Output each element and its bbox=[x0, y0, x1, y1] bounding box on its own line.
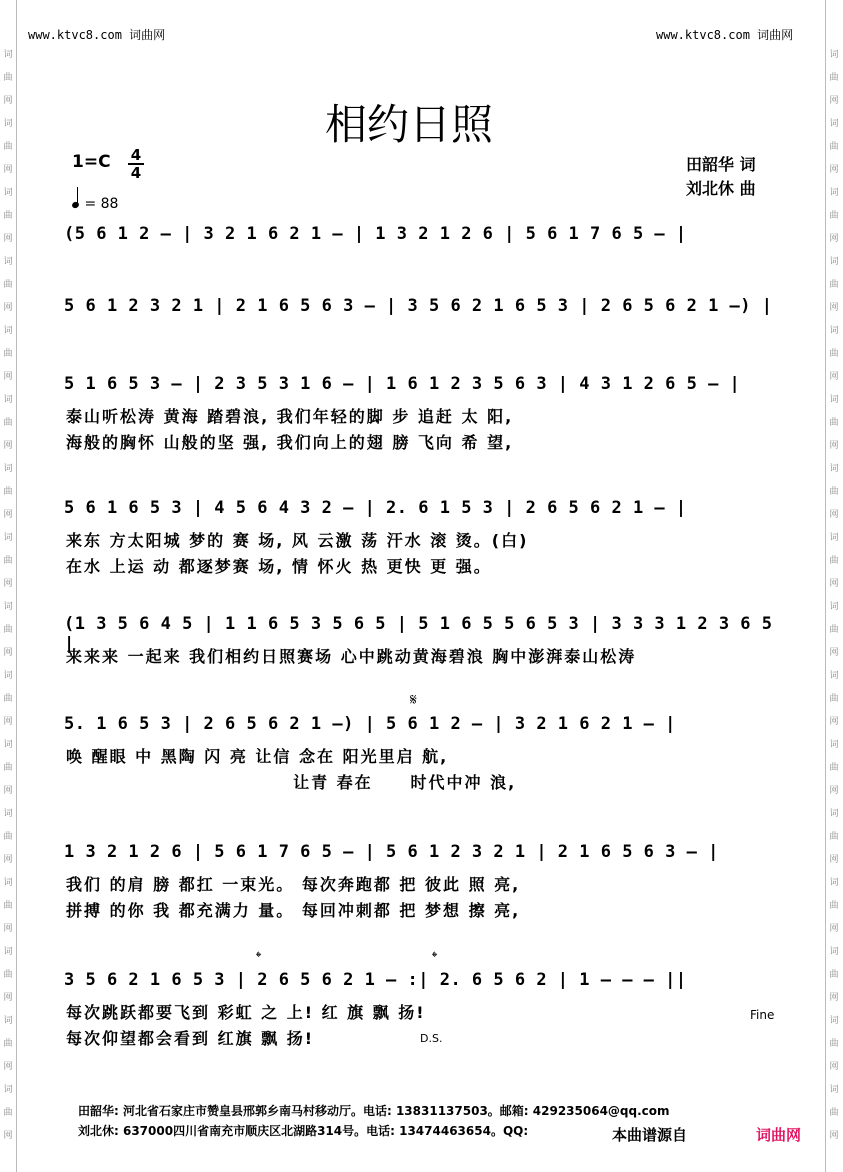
coda-mark-1: 𝄌 bbox=[256, 948, 262, 966]
side-watermark-glyph: 曲 bbox=[3, 763, 13, 773]
side-watermark-glyph: 网 bbox=[829, 924, 839, 934]
side-watermark-glyph: 曲 bbox=[3, 142, 13, 152]
tempo-marking: = 88 bbox=[72, 192, 118, 212]
side-watermark-glyph: 曲 bbox=[3, 970, 13, 980]
side-watermark-glyph: 曲 bbox=[829, 211, 839, 221]
coda-mark-2: 𝄌 bbox=[432, 948, 438, 966]
side-watermark-glyph: 曲 bbox=[829, 142, 839, 152]
side-watermark-glyph: 网 bbox=[829, 1062, 839, 1072]
side-watermark-glyph: 曲 bbox=[3, 625, 13, 635]
side-watermark-glyph: 词 bbox=[829, 119, 839, 129]
quarter-note-icon bbox=[71, 201, 80, 209]
side-watermark-glyph: 曲 bbox=[829, 280, 839, 290]
side-watermark-glyph: 网 bbox=[3, 579, 13, 589]
side-watermark-glyph: 词 bbox=[829, 326, 839, 336]
side-watermark-glyph: 网 bbox=[3, 1062, 13, 1072]
side-watermark-glyph: 网 bbox=[829, 855, 839, 865]
notation-row-4: 5 6 1 6 5 3 | 4 5 6 4 3 2 – | 2. 6 1 5 3 | 2 6 5 6 2 1 – | bbox=[64, 498, 687, 518]
lyrics-row-8-verse-1: 每次跳跃都要飞到 彩虹 之 上! 红 旗 飘 扬! bbox=[66, 1003, 426, 1022]
side-watermark-glyph: 网 bbox=[3, 96, 13, 106]
side-watermark-glyph: 词 bbox=[829, 740, 839, 750]
side-watermark-glyph: 词 bbox=[3, 602, 13, 612]
watermark-right: www.ktvc8.com 词曲网 bbox=[656, 28, 794, 42]
side-watermark-glyph: 词 bbox=[829, 671, 839, 681]
lyrics-row-4-verse-1: 来东 方太阳城 梦的 赛 场, 风 云激 荡 汗水 滚 烫。(白) bbox=[66, 531, 529, 550]
left-watermark-strip bbox=[0, 0, 17, 1172]
notation-row-6: 5. 1 6 5 3 | 2 6 5 6 2 1 –) | 5 6 1 2 – | 3 2 1 6 2 1 – | bbox=[64, 714, 676, 734]
side-watermark-glyph: 曲 bbox=[3, 1039, 13, 1049]
side-watermark-glyph: 曲 bbox=[829, 1039, 839, 1049]
side-watermark-glyph: 词 bbox=[829, 809, 839, 819]
ds-mark: D.S. bbox=[420, 1032, 443, 1045]
side-watermark-glyph: 曲 bbox=[3, 487, 13, 497]
side-watermark-glyph: 网 bbox=[829, 303, 839, 313]
notation-row-8: 3 5 6 2 1 6 5 3 | 2 6 5 6 2 1 – :| 2. 6 5 6 2 | 1 – – – || bbox=[64, 970, 687, 990]
lyrics-row-6-verse-1: 唤 醒眼 中 黑陶 闪 亮 让信 念在 阳光里启 航, bbox=[66, 747, 449, 766]
side-watermark-glyph: 曲 bbox=[3, 211, 13, 221]
footer-composer-contact: 刘北休: 637000四川省南充市顺庆区北湖路314号。电话: 13474463654。QQ: bbox=[78, 1124, 529, 1138]
lyrics-row-7-verse-2: 拼搏 的你 我 都充满力 量。 每回冲刺都 把 梦想 擦 亮, bbox=[66, 901, 521, 920]
side-watermark-glyph: 词 bbox=[829, 947, 839, 957]
side-watermark-glyph: 网 bbox=[3, 648, 13, 658]
side-watermark-glyph: 词 bbox=[3, 947, 13, 957]
side-watermark-glyph: 词 bbox=[829, 602, 839, 612]
source-site-logo: 词曲网 bbox=[756, 1126, 802, 1144]
lyricist-credit: 田韶华 词 bbox=[686, 155, 756, 174]
side-watermark-glyph: 曲 bbox=[829, 832, 839, 842]
side-watermark-glyph: 曲 bbox=[3, 73, 13, 83]
side-watermark-glyph: 曲 bbox=[829, 1108, 839, 1118]
side-watermark-glyph: 曲 bbox=[829, 73, 839, 83]
side-watermark-glyph: 词 bbox=[829, 1085, 839, 1095]
side-watermark-glyph: 曲 bbox=[829, 349, 839, 359]
side-watermark-glyph: 网 bbox=[3, 717, 13, 727]
lyrics-row-3-verse-1: 泰山听松涛 黄海 踏碧浪, 我们年轻的脚 步 追赶 太 阳, bbox=[66, 407, 514, 426]
fine-mark: Fine bbox=[750, 1008, 775, 1022]
side-watermark-glyph: 网 bbox=[3, 510, 13, 520]
side-watermark-glyph: 词 bbox=[829, 533, 839, 543]
side-watermark-glyph: 词 bbox=[3, 809, 13, 819]
side-watermark-glyph: 曲 bbox=[3, 1108, 13, 1118]
side-watermark-glyph: 词 bbox=[829, 257, 839, 267]
side-watermark-glyph: 词 bbox=[3, 50, 13, 60]
side-watermark-glyph: 曲 bbox=[3, 901, 13, 911]
side-watermark-glyph: 曲 bbox=[829, 625, 839, 635]
side-watermark-glyph: 网 bbox=[829, 165, 839, 175]
side-watermark-glyph: 曲 bbox=[829, 763, 839, 773]
notation-row-5: (1 3 5 6 4 5 | 1 1 6 5 3 5 6 5 | 5 1 6 5 5 6 5 3 | 3 3 3 1 2 3 6 5 | bbox=[64, 614, 773, 654]
time-signature: 4 4 bbox=[128, 148, 144, 180]
side-watermark-glyph: 词 bbox=[829, 878, 839, 888]
side-watermark-glyph: 网 bbox=[829, 579, 839, 589]
side-watermark-glyph: 曲 bbox=[3, 280, 13, 290]
side-watermark-glyph: 曲 bbox=[829, 901, 839, 911]
side-watermark-glyph: 网 bbox=[829, 510, 839, 520]
side-watermark-glyph: 词 bbox=[3, 257, 13, 267]
song-title: 相约日照 bbox=[324, 100, 493, 149]
side-watermark-glyph: 曲 bbox=[3, 832, 13, 842]
lyrics-row-5: 来来来 一起来 我们相约日照赛场 心中跳动黄海碧浪 胸中澎湃泰山松涛 bbox=[66, 647, 637, 666]
side-watermark-glyph: 词 bbox=[3, 533, 13, 543]
notation-row-3: 5 1 6 5 3 – | 2 3 5 3 1 6 – | 1 6 1 2 3 5 6 3 | 4 3 1 2 6 5 – | bbox=[64, 374, 741, 394]
side-watermark-glyph: 词 bbox=[3, 326, 13, 336]
side-watermark-glyph: 网 bbox=[829, 717, 839, 727]
side-watermark-glyph: 网 bbox=[829, 234, 839, 244]
side-watermark-glyph: 曲 bbox=[3, 349, 13, 359]
side-watermark-glyph: 词 bbox=[3, 395, 13, 405]
side-watermark-glyph: 词 bbox=[3, 878, 13, 888]
right-watermark-strip bbox=[825, 0, 842, 1172]
side-watermark-glyph: 网 bbox=[829, 441, 839, 451]
side-watermark-glyph: 词 bbox=[3, 1085, 13, 1095]
side-watermark-glyph: 曲 bbox=[829, 970, 839, 980]
side-watermark-glyph: 网 bbox=[829, 96, 839, 106]
side-watermark-glyph: 网 bbox=[3, 303, 13, 313]
notation-row-2: 5 6 1 2 3 2 1 | 2 1 6 5 6 3 – | 3 5 6 2 1 6 5 3 | 2 6 5 6 2 1 –) | bbox=[64, 296, 773, 316]
side-watermark-glyph: 曲 bbox=[829, 694, 839, 704]
side-watermark-glyph: 曲 bbox=[3, 694, 13, 704]
key-signature: 1=C bbox=[72, 152, 111, 172]
side-watermark-glyph: 曲 bbox=[3, 418, 13, 428]
side-watermark-glyph: 词 bbox=[829, 464, 839, 474]
notation-row-7: 1 3 2 1 2 6 | 5 6 1 7 6 5 – | 5 6 1 2 3 2 1 | 2 1 6 5 6 3 – | bbox=[64, 842, 719, 862]
notation-row-1: (5 6 1 2 – | 3 2 1 6 2 1 – | 1 3 2 1 2 6 | 5 6 1 7 6 5 – | bbox=[64, 224, 687, 244]
side-watermark-glyph: 曲 bbox=[3, 556, 13, 566]
side-watermark-glyph: 网 bbox=[3, 993, 13, 1003]
side-watermark-glyph: 网 bbox=[3, 441, 13, 451]
side-watermark-glyph: 曲 bbox=[829, 556, 839, 566]
side-watermark-glyph: 网 bbox=[829, 648, 839, 658]
side-watermark-glyph: 网 bbox=[829, 993, 839, 1003]
lyrics-row-7-verse-1: 我们 的肩 膀 都扛 一束光。 每次奔跑都 把 彼此 照 亮, bbox=[66, 875, 521, 894]
source-label: 本曲谱源自 bbox=[612, 1126, 688, 1144]
side-watermark-glyph: 网 bbox=[3, 165, 13, 175]
side-watermark-glyph: 词 bbox=[829, 50, 839, 60]
side-watermark-glyph: 网 bbox=[3, 786, 13, 796]
side-watermark-glyph: 曲 bbox=[829, 418, 839, 428]
side-watermark-glyph: 曲 bbox=[829, 487, 839, 497]
side-watermark-glyph: 网 bbox=[3, 234, 13, 244]
side-watermark-glyph: 词 bbox=[3, 740, 13, 750]
side-watermark-glyph: 网 bbox=[829, 786, 839, 796]
side-watermark-glyph: 网 bbox=[829, 372, 839, 382]
watermark-left: www.ktvc8.com 词曲网 bbox=[28, 28, 166, 42]
side-watermark-glyph: 词 bbox=[3, 671, 13, 681]
lyrics-row-3-verse-2: 海般的胸怀 山般的坚 强, 我们向上的翅 膀 飞向 希 望, bbox=[66, 433, 514, 452]
segno-mark: 𝄋 bbox=[410, 690, 417, 709]
footer-lyricist-contact: 田韶华: 河北省石家庄市赞皇县邢郭乡南马村移动厅。电话: 13831137503。邮箱: 429235064@qq.com bbox=[78, 1104, 670, 1118]
side-watermark-glyph: 词 bbox=[3, 188, 13, 198]
side-watermark-glyph: 网 bbox=[3, 855, 13, 865]
lyrics-row-8-verse-2: 每次仰望都会看到 红旗 飘 扬! bbox=[66, 1029, 315, 1048]
side-watermark-glyph: 网 bbox=[3, 1131, 13, 1141]
side-watermark-glyph: 词 bbox=[3, 1016, 13, 1026]
side-watermark-glyph: 网 bbox=[829, 1131, 839, 1141]
side-watermark-glyph: 词 bbox=[829, 395, 839, 405]
side-watermark-glyph: 网 bbox=[3, 924, 13, 934]
composer-credit: 刘北休 曲 bbox=[686, 179, 756, 198]
lyrics-row-4-verse-2: 在水 上运 动 都逐梦赛 场, 情 怀火 热 更快 更 强。 bbox=[66, 557, 492, 576]
side-watermark-glyph: 词 bbox=[829, 1016, 839, 1026]
side-watermark-glyph: 网 bbox=[3, 372, 13, 382]
lyrics-row-6-verse-2: 让青 春在 时代中冲 浪, bbox=[66, 773, 517, 792]
side-watermark-glyph: 词 bbox=[3, 119, 13, 129]
side-watermark-glyph: 词 bbox=[3, 464, 13, 474]
side-watermark-glyph: 词 bbox=[829, 188, 839, 198]
